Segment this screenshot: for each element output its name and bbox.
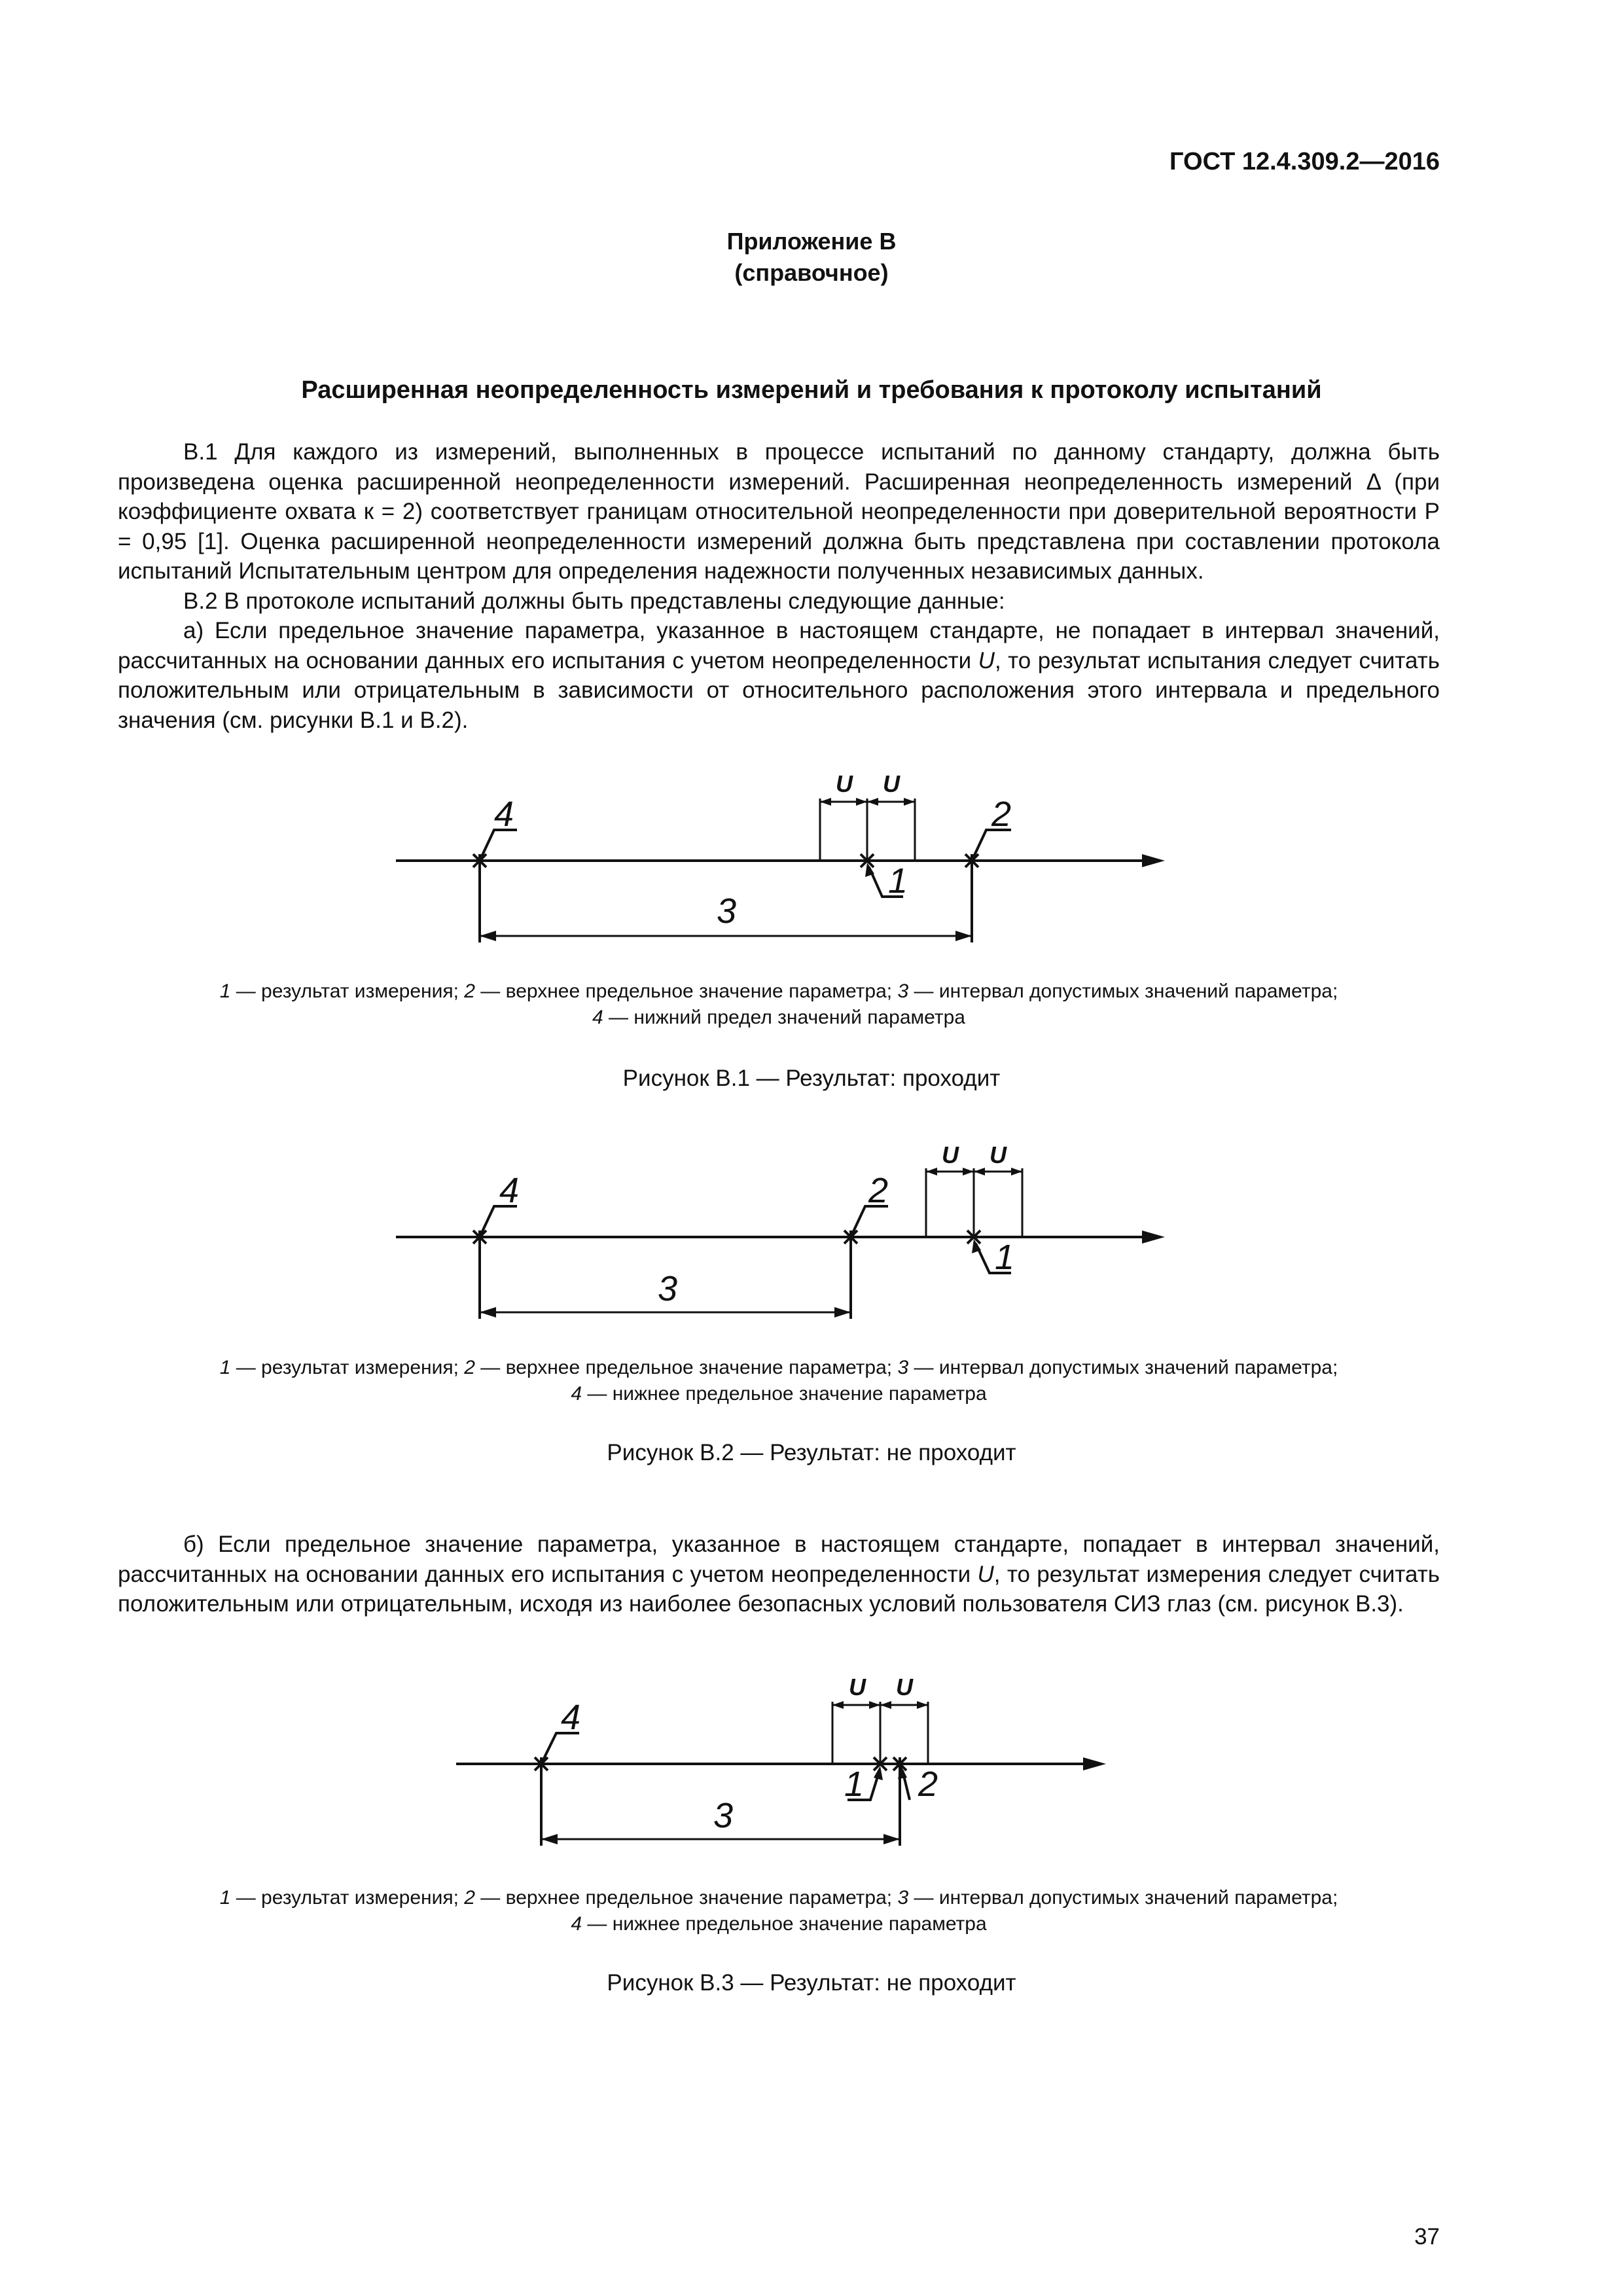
paragraph-b	[118, 1530, 1440, 1619]
body-text-part2	[118, 1530, 1440, 1619]
paragraph-b-text: б) Если предельное значение параметра, указанное в настоящем стандарте, попадает в интервал значений, рассчитанных на основании данных его испытания с учетом неопределенности	[118, 1532, 1440, 1587]
label-4: 4	[493, 795, 514, 834]
variable-u: U	[978, 647, 995, 673]
axis-arrowhead	[1142, 854, 1165, 867]
figure-b2-diagram	[0, 1136, 1623, 1345]
figure-b3-caption: Рисунок В.3 — Результат: не проходит	[607, 1970, 1016, 1996]
label-u-right: U	[883, 770, 900, 797]
figure-b1-diagram	[0, 759, 1623, 969]
lower-limit-mark	[473, 830, 517, 942]
label-2: 2	[918, 1765, 938, 1804]
label-1: 1	[887, 861, 908, 901]
label-1: 1	[844, 1765, 865, 1804]
label-4: 4	[560, 1698, 581, 1737]
uncertainty-bracket	[820, 798, 915, 861]
label-3: 3	[657, 1269, 678, 1308]
uncertainty-bracket	[832, 1701, 928, 1764]
interval-dimension	[541, 1834, 900, 1844]
figure-b3-legend: 1 — результат измерения; 2 — верхнее предельное значение параметра; 3 — интервал допустимых значений параметра; 4 — нижнее предельное значение параметра	[219, 1887, 1338, 1935]
figure-b2-caption: Рисунок В.2 — Результат: не проходит	[607, 1440, 1016, 1465]
axis-arrowhead	[1083, 1757, 1106, 1770]
standard-code: ГОСТ 12.4.309.2—2016	[1169, 148, 1440, 175]
figure-b2-legend: 1 — результат измерения; 2 — верхнее предельное значение параметра; 3 — интервал допустимых значений параметра; 4 — нижнее предельное значение параметра	[219, 1357, 1338, 1405]
paragraph-a-text-end: , то результат испытания следует считать положительным или отрицательным в зависимости от относительного расположения этого интервала и предельного значения (см. рисунки В.1 и В.2).	[118, 647, 1440, 733]
body-text-part1	[118, 437, 1440, 735]
figure-b1-legend: 1 — результат измерения; 2 — верхнее предельное значение параметра; 3 — интервал допустимых значений параметра; 4 — нижний предел значений параметра	[219, 980, 1338, 1028]
label-2: 2	[868, 1171, 889, 1210]
label-1: 1	[994, 1238, 1015, 1277]
section-title: Расширенная неопределенность измерений и требования к протоколу испытаний	[301, 376, 1322, 404]
label-u-left: U	[942, 1141, 959, 1168]
upper-limit-mark	[844, 1206, 888, 1319]
appendix-title: Приложение В	[726, 228, 897, 255]
page-number: 37	[1414, 2224, 1440, 2250]
paragraph-a	[118, 616, 1440, 735]
label-3: 3	[716, 891, 737, 931]
label-u-right: U	[896, 1674, 913, 1700]
upper-limit-mark	[965, 830, 1011, 942]
appendix-heading	[0, 226, 1623, 289]
interval-dimension	[480, 1307, 851, 1318]
variable-u: U	[977, 1561, 994, 1587]
paragraph-a-text: а) Если предельное значение параметра, указанное в настоящем стандарте, не попадает в интервал значений, рассчитанных на основании данных его испытания с учетом неопределенности	[118, 618, 1440, 673]
paragraph-b2: В.2 В протоколе испытаний должны быть представлены следующие данные:	[183, 588, 1005, 614]
lower-limit-mark	[535, 1733, 579, 1846]
label-u-left: U	[849, 1674, 866, 1700]
label-u-right: U	[990, 1141, 1007, 1168]
label-u-left: U	[836, 770, 853, 797]
label-4: 4	[499, 1171, 520, 1210]
lower-limit-mark	[473, 1206, 517, 1319]
paragraph-b-text-end: , то результат измерения следует считать положительным или отрицательным, исходя из наиболее безопасных условий пользователя СИЗ глаз (см. рисунок В.3).	[118, 1561, 1440, 1617]
label-2: 2	[991, 795, 1012, 834]
figure-b1-caption: Рисунок В.1 — Результат: проходит	[622, 1066, 1001, 1091]
upper-limit-mark	[893, 1757, 910, 1846]
uncertainty-bracket	[926, 1168, 1022, 1237]
axis-arrowhead	[1142, 1230, 1165, 1244]
label-3: 3	[713, 1796, 734, 1835]
paragraph-b1: В.1 Для каждого из измерений, выполненных в процессе испытаний по данному стандарту, должна быть произведена оценка расширенной неопределенности измерений. Расширенная неопределенность измерений Δ (при коэффициенте охвата к = 2) соответствует границам относительной неопределенности при доверительной вероятности Р = 0,95 [1]. Оценка расширенной неопределенности измерений должна быть представлена при составлении протокола испытаний Испытательным центром для определения надежности полученных независимых данных.	[118, 439, 1440, 584]
interval-dimension	[480, 931, 972, 941]
appendix-subtitle: (справочное)	[734, 259, 889, 286]
figure-b3-diagram	[0, 1662, 1623, 1872]
